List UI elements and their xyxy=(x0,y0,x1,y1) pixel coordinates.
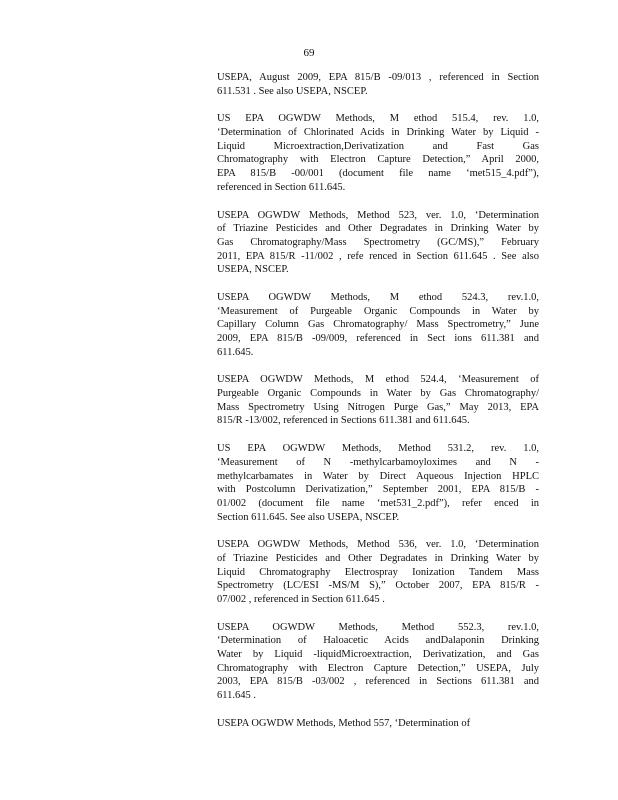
reference-line: USEPA, August 2009, EPA 815/B -09/013 , referenced in Section xyxy=(217,72,539,83)
reference-line: Purgeable Organic Compounds in Water by Gas Chromatography/ xyxy=(217,388,539,400)
reference-line: of Triazine Pesticides and Other Degradates in Drinking Water by xyxy=(217,223,539,235)
reference-line: 2009, EPA 815/B -09/009, referenced in Sect ions 611.381 and xyxy=(217,333,539,344)
reference-line: Liquid Chromatography Electrospray Ionization Tandem Mass xyxy=(217,566,539,578)
reference-line: USEPA OGWDW Methods, Method 536, ver. 1.0, ‘Determination xyxy=(217,539,539,551)
reference-line: USEPA OGWDW Methods, M ethod 524.3, rev.1.0, xyxy=(217,291,539,303)
reference-line: 2003, EPA 815/B -03/002 , referenced in Sections 611.381 and xyxy=(217,676,539,688)
reference-line: Section 611.645. See also USEPA, NSCEP. xyxy=(217,511,400,523)
reference-line: USEPA, NSCEP. xyxy=(217,264,289,276)
reference-line: 611.645 . xyxy=(217,690,256,702)
reference-line: methylcarbamates in Water by Direct Aqueous Injection HPLC xyxy=(217,470,539,482)
reference-entry xyxy=(217,538,539,606)
reference-entry xyxy=(217,71,539,98)
reference-entry xyxy=(217,373,539,428)
reference-line: Gas Chromatography/Mass Spectrometry (GC/MS),” February xyxy=(217,236,539,248)
reference-line: Liquid Microextraction,Derivatization and Fast Gas xyxy=(217,140,539,152)
page-number: 69 xyxy=(303,47,315,59)
reference-line: USEPA OGWDW Methods, Method 552.3, rev.1.0, xyxy=(217,621,539,633)
reference-line: ‘Determination of Chlorinated Acids in Drinking Water by Liquid - xyxy=(217,127,539,139)
reference-line: 01/002 (document file name ‘met531_2.pdf”), refer enced in xyxy=(217,497,539,509)
reference-entry xyxy=(217,442,539,524)
reference-line: 2011, EPA 815/R -11/002 , refe renced in Section 611.645 . See also xyxy=(217,250,539,262)
reference-line: 611.531 . See also USEPA, NSCEP. xyxy=(217,85,368,97)
reference-line: US EPA OGWDW Methods, M ethod 515.4, rev. 1.0, xyxy=(217,113,539,125)
reference-line: ‘Determination of Haloacetic Acids andDalaponin Drinking xyxy=(217,635,539,647)
reference-entry xyxy=(217,209,539,277)
reference-line: 815/R -13/002, referenced in Sections 611.381 and 611.645. xyxy=(217,415,470,427)
reference-line: Chromatography with Electron Capture Detection,” April 2000, xyxy=(217,154,539,166)
reference-line: ‘Measurement of N -methylcarbamoyloximes and N - xyxy=(217,456,539,468)
reference-line: Chromatography with Electron Capture Detection,” USEPA, July xyxy=(217,662,539,674)
reference-line: 07/002 , referenced in Section 611.645 . xyxy=(217,594,385,605)
reference-line: Spectrometry (LC/ESI -MS/M S),” October 2007, EPA 815/R - xyxy=(217,580,539,592)
reference-entry xyxy=(217,717,539,731)
reference-line: USEPA OGWDW Methods, Method 557, ‘Determination of xyxy=(217,717,471,729)
reference-line: Water by Liquid -liquidMicroextraction, Derivatization, and Gas xyxy=(217,649,539,661)
reference-line: with Postcolumn Derivatization,” September 2001, EPA 815/B - xyxy=(217,484,539,496)
reference-entry xyxy=(217,291,539,359)
reference-line: EPA 815/B -00/001 (document file name ‘met515_4.pdf”), xyxy=(217,168,539,180)
reference-line: USEPA OGWDW Methods, M ethod 524.4, ‘Measurement of xyxy=(217,374,539,386)
reference-line: referenced in Section 611.645. xyxy=(217,181,346,193)
reference-line: 611.645. xyxy=(217,346,254,358)
reference-line: ‘Measurement of Purgeable Organic Compounds in Water by xyxy=(217,305,539,317)
reference-line: of Triazine Pesticides and Other Degradates in Drinking Water by xyxy=(217,552,539,564)
reference-entry xyxy=(217,621,539,703)
reference-line: Mass Spectrometry Using Nitrogen Purge Gas,” May 2013, EPA xyxy=(217,401,539,413)
reference-line: Capillary Column Gas Chromatography/ Mass Spectrometry,” June xyxy=(217,319,539,331)
reference-list xyxy=(217,71,539,745)
reference-line: US EPA OGWDW Methods, Method 531.2, rev. 1.0, xyxy=(217,443,539,455)
reference-entry xyxy=(217,112,539,194)
reference-line: USEPA OGWDW Methods, Method 523, ver. 1.0, ‘Determination xyxy=(217,209,539,221)
